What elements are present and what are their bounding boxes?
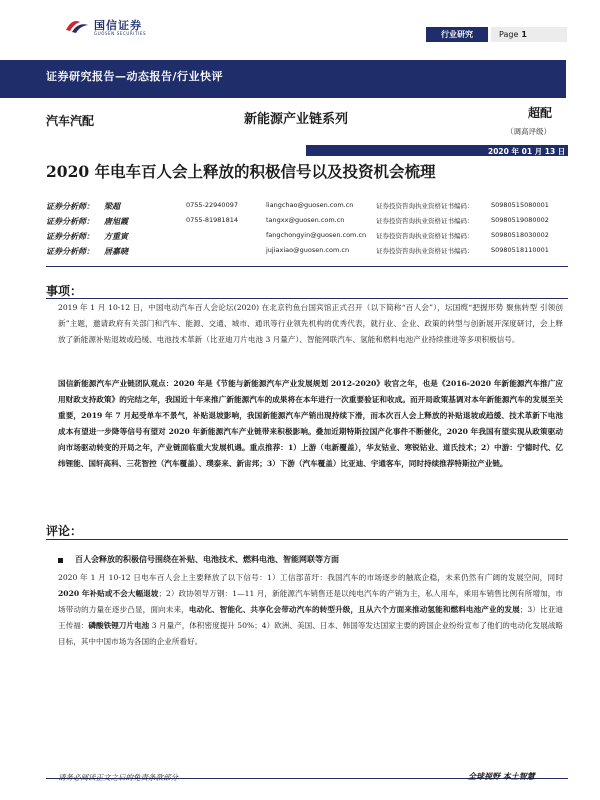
comments-text: ；2）政协领导万钢：1—11 月，新能源汽车销售还是以纯电汽车的产销为主，私人用车，乘用车销售比例有所增加，市场带动的力量在逐步凸显，面向未来，: [58, 589, 564, 614]
report-type-badge: 行业研究: [426, 27, 488, 42]
disclaimer-note: 请务必阅读正文之后的免责条款部分: [58, 773, 178, 782]
bullet-square-icon: [58, 558, 63, 563]
logo-text: 国信证券: [94, 19, 142, 32]
comments-text: ；3）比亚迪王传福：: [58, 605, 563, 630]
report-date: 2020 年 01 月 13 日: [488, 147, 566, 156]
analyst-email[interactable]: jujiaxiao@guosen.com.cn: [266, 246, 350, 254]
cert-number: S0980518030002: [491, 231, 549, 239]
rating-change: （调高评级）: [506, 127, 551, 136]
comments-text: 2020 年 1 月 10-12 日电车百人会上主要释放了以下信号：1）工信部苗圩：我国汽车的市场逐步的触底企稳，未来仍然有广阔的发展空间，同时: [58, 573, 563, 582]
cert-label: 证券投资咨询执业资格证书编码：: [376, 202, 474, 210]
analyst-email[interactable]: tangxx@guosen.com.cn: [266, 216, 345, 224]
analyst-email[interactable]: liangchao@guosen.com.cn: [266, 201, 354, 209]
cert-number: S0980519080002: [491, 216, 549, 224]
analyst-name: 居嘉晓: [104, 246, 128, 256]
section-divider: [46, 298, 568, 299]
analyst-phone: 0755-81981814: [186, 216, 238, 224]
analyst-row: [46, 201, 566, 215]
report-title: 2020 年电车百人会上释放的积极信号以及投资机会梳理: [46, 162, 436, 181]
analyst-email[interactable]: fangchongyin@guosen.com.cn: [266, 231, 367, 239]
analyst-role: 证券分析师：: [46, 216, 94, 226]
comments-paragraph: [58, 570, 563, 650]
report-category: 证券研究报告—动态报告/行业快评: [46, 70, 224, 83]
logo-subtext: GUOSEN SECURITIES: [94, 31, 147, 36]
analyst-row: [46, 246, 566, 260]
cert-number: S0980518110001: [491, 246, 549, 254]
analyst-name: 梁超: [104, 201, 120, 211]
analyst-row: [46, 216, 566, 230]
page-label: Page: [499, 30, 519, 39]
comments-text: 3 月量产，体积密度提升 50%；4）欧洲、美国、日本、韩国等发达国家主要的跨国企业纷纷宣布了他们的电动化发展战略目标，其中中国市场为各国的企业所看好。: [58, 621, 564, 646]
analyst-name: 方重寅: [104, 231, 128, 241]
events-heading: 事项：: [46, 284, 83, 298]
page-number: 1: [521, 30, 527, 39]
guosen-logo-icon: [64, 16, 90, 34]
analyst-role: 证券分析师：: [46, 246, 94, 256]
page-indicator: [491, 27, 567, 42]
industry-label: 汽车汽配: [46, 114, 95, 128]
footer-slogan: 全球视野 本土智慧: [468, 771, 535, 781]
comments-heading: 评论：: [46, 524, 83, 538]
cert-label: 证券投资咨询执业资格证书编码：: [376, 217, 474, 225]
comments-highlight: 电动化、智能化、共享化会带动汽车的转型升级，且从六个方面来推动氢能和燃料电池产业的发展: [188, 605, 520, 614]
analyst-phone: 0755-22940097: [186, 201, 238, 209]
section-divider: [46, 266, 568, 267]
bullet-heading: [58, 554, 339, 565]
analyst-name: 唐旭霞: [104, 216, 128, 226]
analyst-role: 证券分析师：: [46, 231, 94, 241]
rating: 超配: [528, 106, 553, 120]
comments-highlight: 磷酸铁锂刀片电池: [88, 621, 150, 630]
cert-label: 证券投资咨询执业资格证书编码：: [376, 232, 474, 240]
analyst-role: 证券分析师：: [46, 201, 94, 211]
comments-highlight: 2020 年补贴或不会大幅退坡: [58, 589, 159, 598]
events-paragraph: 2019 年 1 月 10-12 日，中国电动汽车百人会论坛(2020) 在北京钓鱼台国宾馆正式召开（以下简称“百人会”），坛国缆“把握形势 聚焦转型 引领创新”主题，邀请政府有关部门和汽车、能源、交通、城市、通讯等行业领先机构的优秀代表，就行业、企业、政策的转型与创新展开深度研讨，会上释放了新能源补贴退坡或趋缓、电池技术革新（比亚迪刀片电池 3 月量产）、智能网联汽车、氢能和燃料电池产业持续推进等多项积极信号。: [58, 303, 563, 344]
bullet-heading-text: 百人会释放的积极信号围绕在补贴、电池技术、燃料电池、智能网联等方面: [75, 554, 339, 564]
cert-number: S0980515080001: [491, 201, 549, 209]
analyst-row: [46, 231, 566, 245]
series-label: 新能源产业链系列: [244, 112, 349, 127]
section-divider: [46, 539, 568, 540]
viewpoint-paragraph: 国信新能源汽车产业链团队观点：2020 年是《节能与新能源汽车产业发展规划 2012-2020》收官之年，也是《2016-2020 年新能源汽车推广应用财政支持政策》的完结之年，我国近十年来推广新能源汽车的成果将在本年进行一次重要验证和收成。而开局政策基调对本年新能源汽车的发展至关重要，2019 年 7 月起受单车不景气，补贴退坡影响，我国新能源汽车产销出现持续下滑，而本次百人会上释放的补贴退坡或趋缓、技术革新下电池成本有望进一步降等信号有望对 2020 年新能源汽车产业链带来积极影响。叠加近期特斯拉国产化事件不断催化，2020 年我国有望实现从政策驱动向市场驱动转变的开局之年，产业链面临重大发展机遇。重点推荐：1）上游（电新覆盖），华友钴业、寒锐钴业、道氏技术；2）中游：宁德时代、亿纬锂能、国轩高科、三花智控（汽车覆盖）、璞泰来、新宙邦；3）下游（汽车覆盖）比亚迪、宇通客车，同时持续推荐特斯拉产业链。: [58, 379, 563, 468]
cert-label: 证券投资咨询执业资格证书编码：: [376, 247, 474, 255]
